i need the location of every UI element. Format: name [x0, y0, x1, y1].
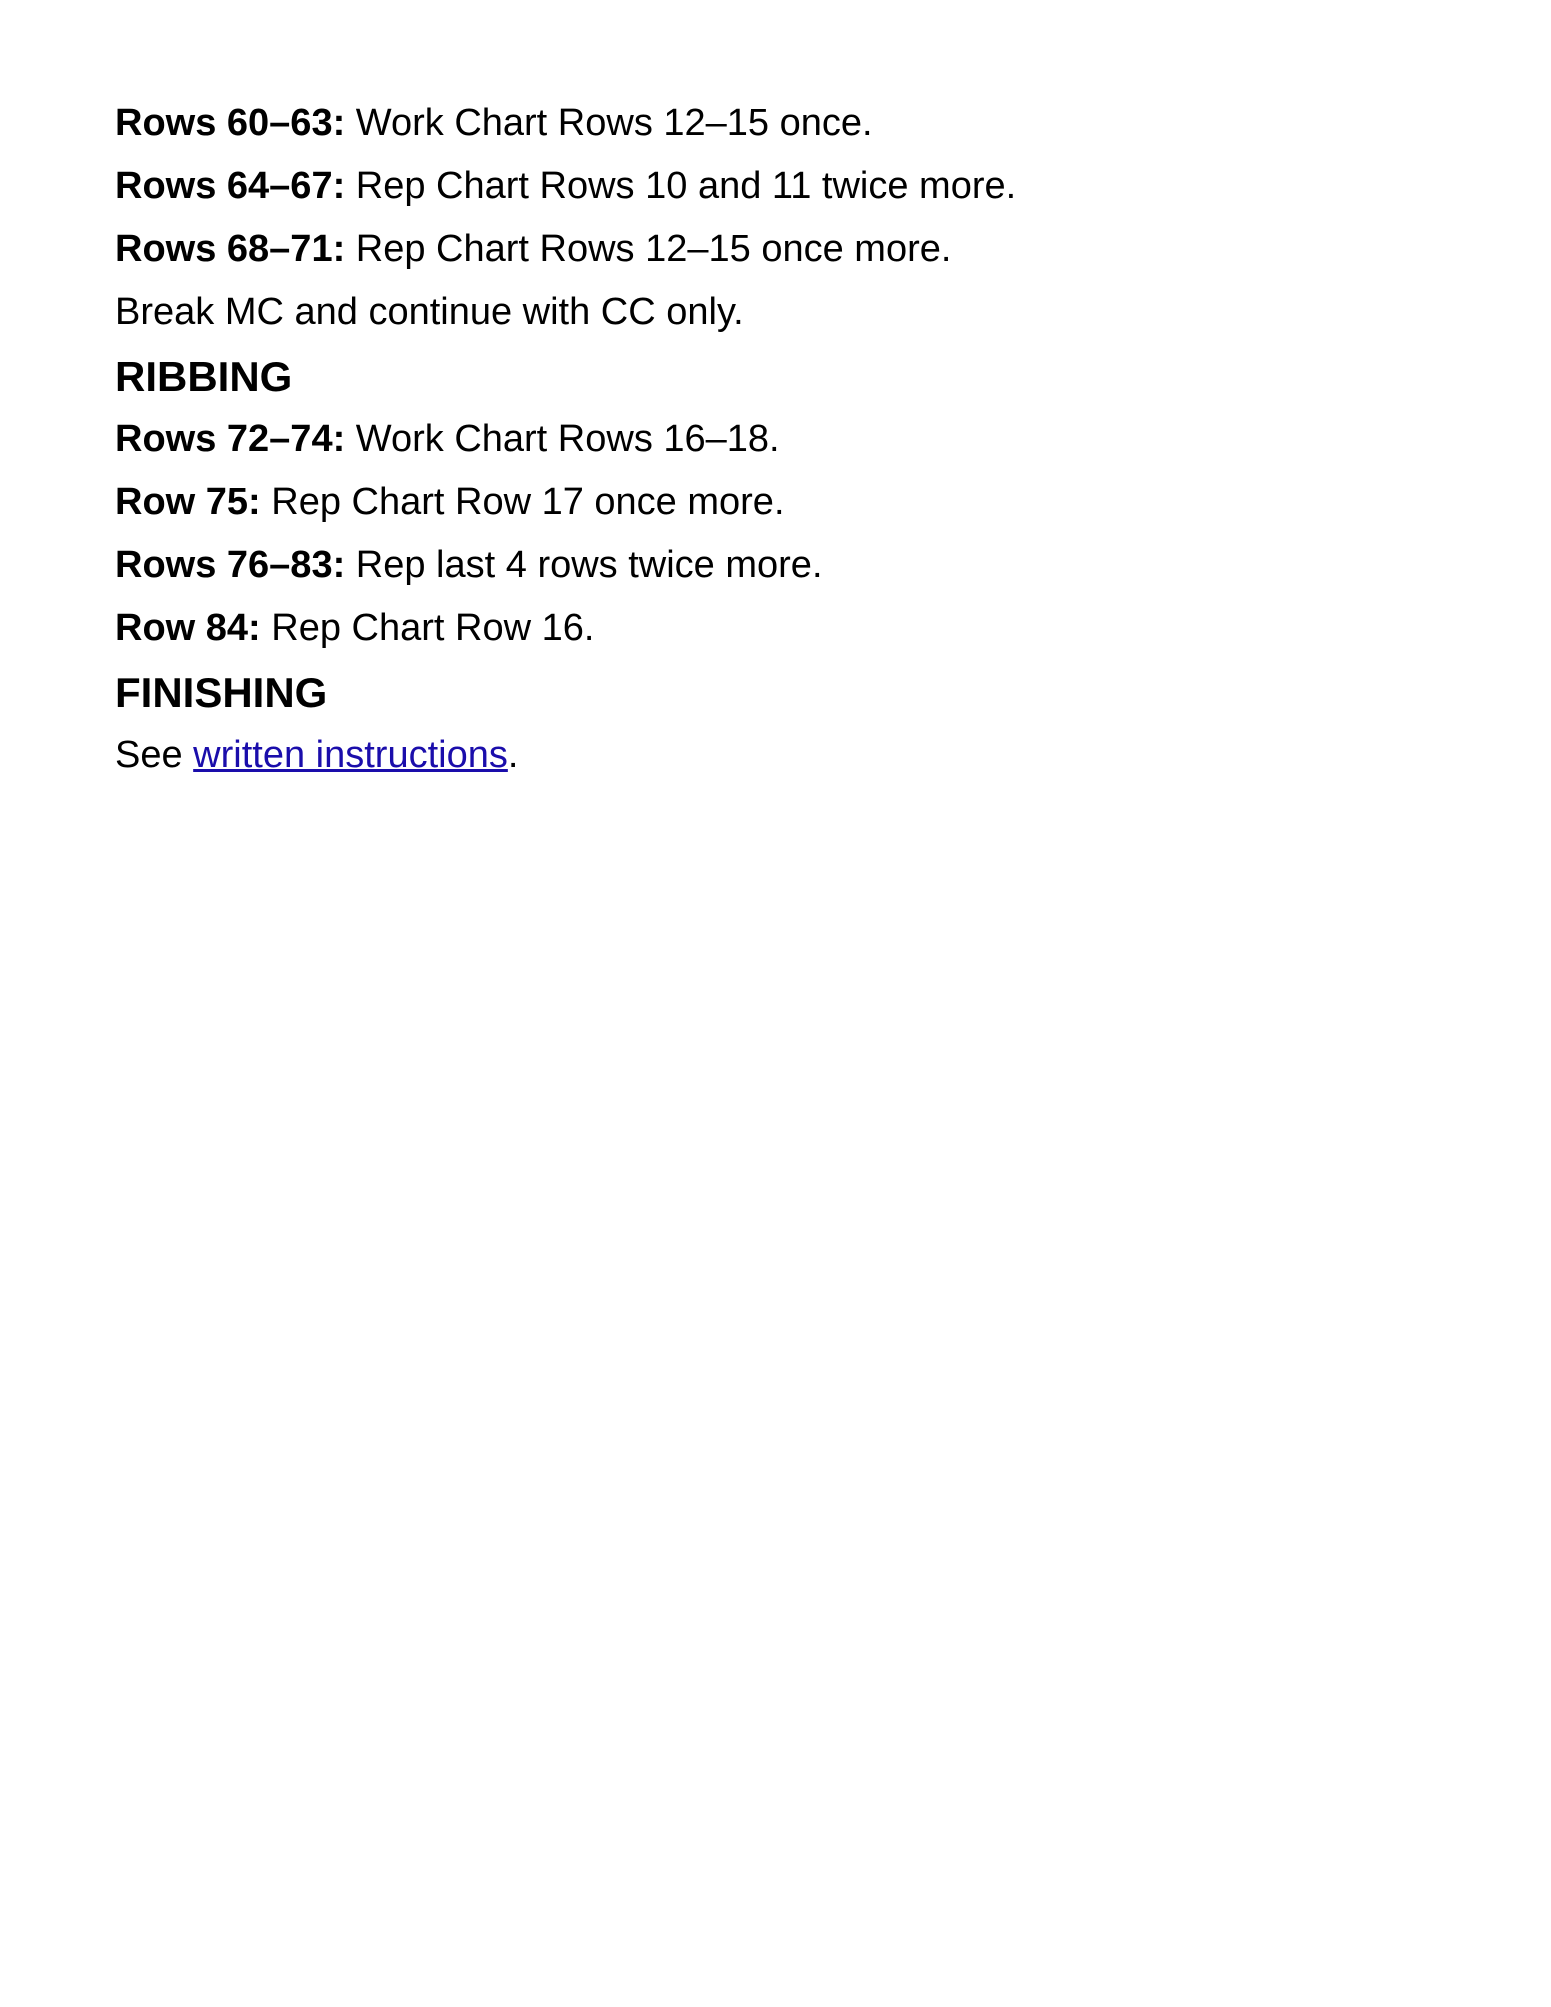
ribbing-row-75 — [115, 479, 1415, 525]
row-label: Row 84: — [115, 607, 261, 649]
ribbing-row-72-74 — [115, 416, 1415, 462]
row-text: Rep Chart Row 17 once more. — [260, 481, 785, 523]
break-note: Break MC and continue with CC only. — [115, 291, 744, 333]
ribbing-row-84 — [115, 605, 1415, 651]
ribbing-heading: RIBBING — [115, 353, 293, 400]
row-text: Work Chart Rows 12–15 once. — [345, 102, 873, 144]
row-label: Rows 76–83: — [115, 544, 346, 586]
written-instructions-link[interactable]: written instructions — [193, 734, 508, 776]
row-text: Rep last 4 rows twice more. — [345, 544, 823, 586]
ribbing-row-76-83 — [115, 542, 1415, 588]
instruction-row-64-67 — [115, 163, 1415, 209]
instruction-row-68-71 — [115, 226, 1415, 272]
instruction-row-60-63 — [115, 100, 1415, 146]
row-text: Work Chart Rows 16–18. — [345, 418, 780, 460]
finishing-heading: FINISHING — [115, 669, 328, 716]
row-text: Rep Chart Row 16. — [260, 607, 595, 649]
row-text: Rep Chart Rows 10 and 11 twice more. — [345, 165, 1017, 207]
row-text: Rep Chart Rows 12–15 once more. — [345, 228, 952, 270]
row-label: Rows 72–74: — [115, 418, 346, 460]
finishing-suffix: . — [507, 734, 519, 776]
row-label: Rows 64–67: — [115, 165, 346, 207]
finishing-text — [115, 732, 1415, 778]
row-label: Row 75: — [115, 481, 261, 523]
row-label: Rows 68–71: — [115, 228, 346, 270]
finishing-prefix: See — [115, 734, 194, 776]
row-label: Rows 60–63: — [115, 102, 346, 144]
pattern-page — [115, 100, 1415, 795]
